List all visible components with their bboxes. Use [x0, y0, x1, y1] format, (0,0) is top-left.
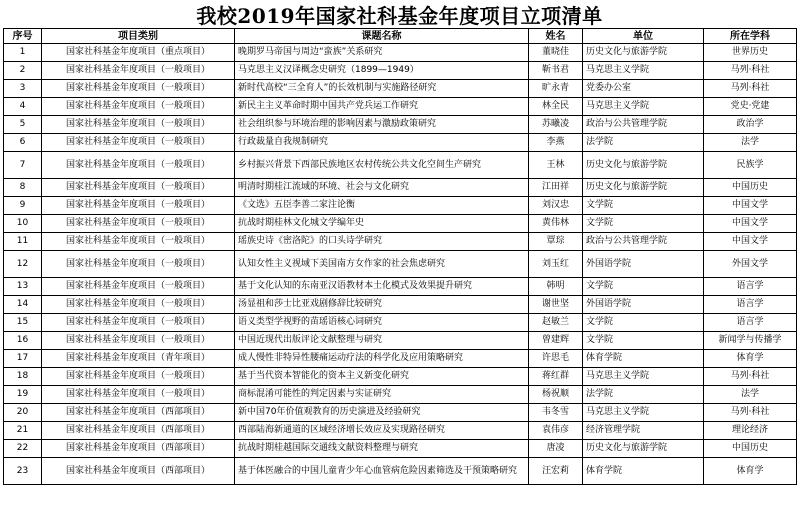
cell-subject: 法学 — [704, 386, 797, 404]
table-row — [4, 278, 797, 296]
table-row — [4, 215, 797, 233]
cell-no: 3 — [4, 80, 42, 98]
cell-topic: 基于文化认知的东南亚汉语教材本土化模式及效果提升研究 — [235, 278, 529, 296]
cell-subject: 外国文学 — [704, 251, 797, 278]
cell-subject: 政治学 — [704, 116, 797, 134]
cell-no: 13 — [4, 278, 42, 296]
cell-topic: 明清时期桂江流域的环境、社会与文化研究 — [235, 179, 529, 197]
cell-unit: 文学院 — [583, 197, 704, 215]
cell-no: 9 — [4, 197, 42, 215]
cell-topic: 西部陆海新通道的区域经济增长效应及实现路径研究 — [235, 422, 529, 440]
cell-name: 谢世坚 — [529, 296, 583, 314]
cell-name: 林全民 — [529, 98, 583, 116]
cell-no: 1 — [4, 44, 42, 62]
cell-subject: 体育学 — [704, 350, 797, 368]
cell-no: 21 — [4, 422, 42, 440]
cell-name: 刘玉红 — [529, 251, 583, 278]
cell-topic: 成人慢性非特异性腰痛运动疗法的科学化及应用策略研究 — [235, 350, 529, 368]
cell-category: 国家社科基金年度项目（一般项目） — [42, 98, 235, 116]
cell-name: 靳书君 — [529, 62, 583, 80]
cell-topic: 晚期罗马帝国与周边“蛮族”关系研究 — [235, 44, 529, 62]
cell-category: 国家社科基金年度项目（一般项目） — [42, 179, 235, 197]
cell-category: 国家社科基金年度项目（一般项目） — [42, 332, 235, 350]
cell-no: 2 — [4, 62, 42, 80]
cell-topic: 抗战时期桂越国际交通线文献资料整理与研究 — [235, 440, 529, 458]
cell-name: 袁伟彦 — [529, 422, 583, 440]
cell-category: 国家社科基金年度项目（西部项目） — [42, 422, 235, 440]
cell-name: 赵敏兰 — [529, 314, 583, 332]
cell-category: 国家社科基金年度项目（一般项目） — [42, 116, 235, 134]
cell-name: 黄伟林 — [529, 215, 583, 233]
cell-category: 国家社科基金年度项目（一般项目） — [42, 152, 235, 179]
cell-no: 5 — [4, 116, 42, 134]
cell-unit: 马克思主义学院 — [583, 404, 704, 422]
table-row — [4, 179, 797, 197]
cell-unit: 经济管理学院 — [583, 422, 704, 440]
cell-subject: 党史·党建 — [704, 98, 797, 116]
cell-topic: 新中国70年价值观教育的历史演进及经验研究 — [235, 404, 529, 422]
cell-no: 11 — [4, 233, 42, 251]
cell-name: 唐凌 — [529, 440, 583, 458]
cell-subject: 体育学 — [704, 458, 797, 485]
cell-topic: 新民主主义革命时期中国共产党兵运工作研究 — [235, 98, 529, 116]
cell-category: 国家社科基金年度项目（一般项目） — [42, 197, 235, 215]
cell-no: 17 — [4, 350, 42, 368]
cell-category: 国家社科基金年度项目（一般项目） — [42, 368, 235, 386]
table-row — [4, 440, 797, 458]
cell-category: 国家社科基金年度项目（一般项目） — [42, 134, 235, 152]
cell-name: 覃琮 — [529, 233, 583, 251]
cell-unit: 体育学院 — [583, 458, 704, 485]
cell-name: 江田祥 — [529, 179, 583, 197]
cell-subject: 中国历史 — [704, 440, 797, 458]
cell-no: 10 — [4, 215, 42, 233]
cell-subject: 马列·科社 — [704, 368, 797, 386]
cell-unit: 马克思主义学院 — [583, 98, 704, 116]
cell-subject: 理论经济 — [704, 422, 797, 440]
cell-category: 国家社科基金年度项目（一般项目） — [42, 233, 235, 251]
header-name: 姓名 — [529, 29, 583, 44]
cell-topic: 新时代高校“三全育人”的长效机制与实施路径研究 — [235, 80, 529, 98]
cell-name: 韦冬雪 — [529, 404, 583, 422]
cell-unit: 法学院 — [583, 134, 704, 152]
cell-name: 韩明 — [529, 278, 583, 296]
table-row — [4, 296, 797, 314]
cell-unit: 马克思主义学院 — [583, 62, 704, 80]
cell-category: 国家社科基金年度项目（青年项目） — [42, 350, 235, 368]
cell-no: 19 — [4, 386, 42, 404]
cell-unit: 历史文化与旅游学院 — [583, 440, 704, 458]
table-row — [4, 134, 797, 152]
cell-topic: 语义类型学视野的苗瑶语核心词研究 — [235, 314, 529, 332]
cell-name: 旷永青 — [529, 80, 583, 98]
cell-topic: 乡村振兴背景下西部民族地区农村传统公共文化空间生产研究 — [235, 152, 529, 179]
cell-category: 国家社科基金年度项目（西部项目） — [42, 458, 235, 485]
table-row — [4, 404, 797, 422]
cell-name: 苏曦凌 — [529, 116, 583, 134]
cell-unit: 政治与公共管理学院 — [583, 116, 704, 134]
cell-category: 国家社科基金年度项目（一般项目） — [42, 278, 235, 296]
cell-topic: 商标混淆可能性的判定因素与实证研究 — [235, 386, 529, 404]
cell-subject: 语言学 — [704, 278, 797, 296]
cell-no: 23 — [4, 458, 42, 485]
cell-unit: 文学院 — [583, 278, 704, 296]
cell-unit: 外国语学院 — [583, 251, 704, 278]
cell-unit: 历史文化与旅游学院 — [583, 44, 704, 62]
cell-name: 董晓佳 — [529, 44, 583, 62]
header-category: 项目类别 — [42, 29, 235, 44]
cell-no: 18 — [4, 368, 42, 386]
cell-topic: 认知女性主义视域下美国南方女作家的社会焦虑研究 — [235, 251, 529, 278]
cell-unit: 历史文化与旅游学院 — [583, 152, 704, 179]
cell-category: 国家社科基金年度项目（一般项目） — [42, 251, 235, 278]
table-row — [4, 332, 797, 350]
cell-unit: 文学院 — [583, 332, 704, 350]
cell-category: 国家社科基金年度项目（西部项目） — [42, 440, 235, 458]
table-header-row — [4, 29, 797, 44]
table-row — [4, 116, 797, 134]
table-row — [4, 314, 797, 332]
cell-category: 国家社科基金年度项目（一般项目） — [42, 62, 235, 80]
cell-category: 国家社科基金年度项目（一般项目） — [42, 215, 235, 233]
cell-subject: 语言学 — [704, 314, 797, 332]
cell-category: 国家社科基金年度项目（一般项目） — [42, 296, 235, 314]
cell-no: 16 — [4, 332, 42, 350]
cell-subject: 新闻学与传播学 — [704, 332, 797, 350]
cell-subject: 中国文学 — [704, 233, 797, 251]
cell-subject: 中国文学 — [704, 215, 797, 233]
cell-subject: 世界历史 — [704, 44, 797, 62]
cell-subject: 中国文学 — [704, 197, 797, 215]
cell-name: 汪宏莉 — [529, 458, 583, 485]
cell-name: 蒋红群 — [529, 368, 583, 386]
cell-category: 国家社科基金年度项目（西部项目） — [42, 404, 235, 422]
cell-name: 曾建辉 — [529, 332, 583, 350]
cell-no: 15 — [4, 314, 42, 332]
cell-subject: 语言学 — [704, 296, 797, 314]
cell-topic: 行政裁量自我规制研究 — [235, 134, 529, 152]
cell-no: 7 — [4, 152, 42, 179]
cell-unit: 政治与公共管理学院 — [583, 233, 704, 251]
cell-topic: 马克思主义汉译概念史研究（1899—1949） — [235, 62, 529, 80]
cell-subject: 法学 — [704, 134, 797, 152]
cell-name: 许思毛 — [529, 350, 583, 368]
cell-no: 8 — [4, 179, 42, 197]
cell-topic: 基于当代资本智能化的资本主义新变化研究 — [235, 368, 529, 386]
cell-unit: 外国语学院 — [583, 296, 704, 314]
cell-subject: 马列·科社 — [704, 404, 797, 422]
cell-no: 6 — [4, 134, 42, 152]
cell-unit: 文学院 — [583, 314, 704, 332]
cell-no: 20 — [4, 404, 42, 422]
table-row — [4, 152, 797, 179]
cell-no: 4 — [4, 98, 42, 116]
cell-subject: 中国历史 — [704, 179, 797, 197]
cell-unit: 马克思主义学院 — [583, 368, 704, 386]
cell-topic: 瑶族史诗《密洛陀》的口头诗学研究 — [235, 233, 529, 251]
cell-category: 国家社科基金年度项目（一般项目） — [42, 386, 235, 404]
header-unit: 单位 — [583, 29, 704, 44]
cell-name: 李燕 — [529, 134, 583, 152]
cell-no: 12 — [4, 251, 42, 278]
table-row — [4, 350, 797, 368]
table-row — [4, 44, 797, 62]
cell-topic: 抗战时期桂林文化城文学编年史 — [235, 215, 529, 233]
header-subject: 所在学科 — [704, 29, 797, 44]
table-row — [4, 80, 797, 98]
table-row — [4, 458, 797, 485]
cell-no: 22 — [4, 440, 42, 458]
cell-unit: 历史文化与旅游学院 — [583, 179, 704, 197]
cell-name: 刘汉忠 — [529, 197, 583, 215]
cell-unit: 法学院 — [583, 386, 704, 404]
project-table — [3, 28, 797, 485]
cell-topic: 中国近现代出版评论文献整理与研究 — [235, 332, 529, 350]
table-row — [4, 98, 797, 116]
cell-topic: 基于体医融合的中国儿童青少年心血管病危险因素筛选及干预策略研究 — [235, 458, 529, 485]
cell-name: 王林 — [529, 152, 583, 179]
table-row — [4, 386, 797, 404]
header-no: 序号 — [4, 29, 42, 44]
table-row — [4, 233, 797, 251]
cell-unit: 党委办公室 — [583, 80, 704, 98]
table-row — [4, 368, 797, 386]
cell-category: 国家社科基金年度项目（重点项目） — [42, 44, 235, 62]
cell-subject: 民族学 — [704, 152, 797, 179]
table-row — [4, 62, 797, 80]
document-title: 我校2019年国家社科基金年度项目立项清单 — [196, 4, 603, 28]
cell-subject: 马列·科社 — [704, 80, 797, 98]
table-row — [4, 197, 797, 215]
cell-name: 杨祝顺 — [529, 386, 583, 404]
cell-topic: 《文选》五臣李善二家注论衡 — [235, 197, 529, 215]
header-topic: 课题名称 — [235, 29, 529, 44]
cell-subject: 马列·科社 — [704, 62, 797, 80]
cell-unit: 文学院 — [583, 215, 704, 233]
cell-category: 国家社科基金年度项目（一般项目） — [42, 314, 235, 332]
table-body — [4, 44, 797, 485]
cell-topic: 汤显祖和莎士比亚戏剧修辞比较研究 — [235, 296, 529, 314]
table-row — [4, 251, 797, 278]
cell-topic: 社会组织参与环境治理的影响因素与激励政策研究 — [235, 116, 529, 134]
cell-unit: 体育学院 — [583, 350, 704, 368]
cell-category: 国家社科基金年度项目（一般项目） — [42, 80, 235, 98]
cell-no: 14 — [4, 296, 42, 314]
table-row — [4, 422, 797, 440]
